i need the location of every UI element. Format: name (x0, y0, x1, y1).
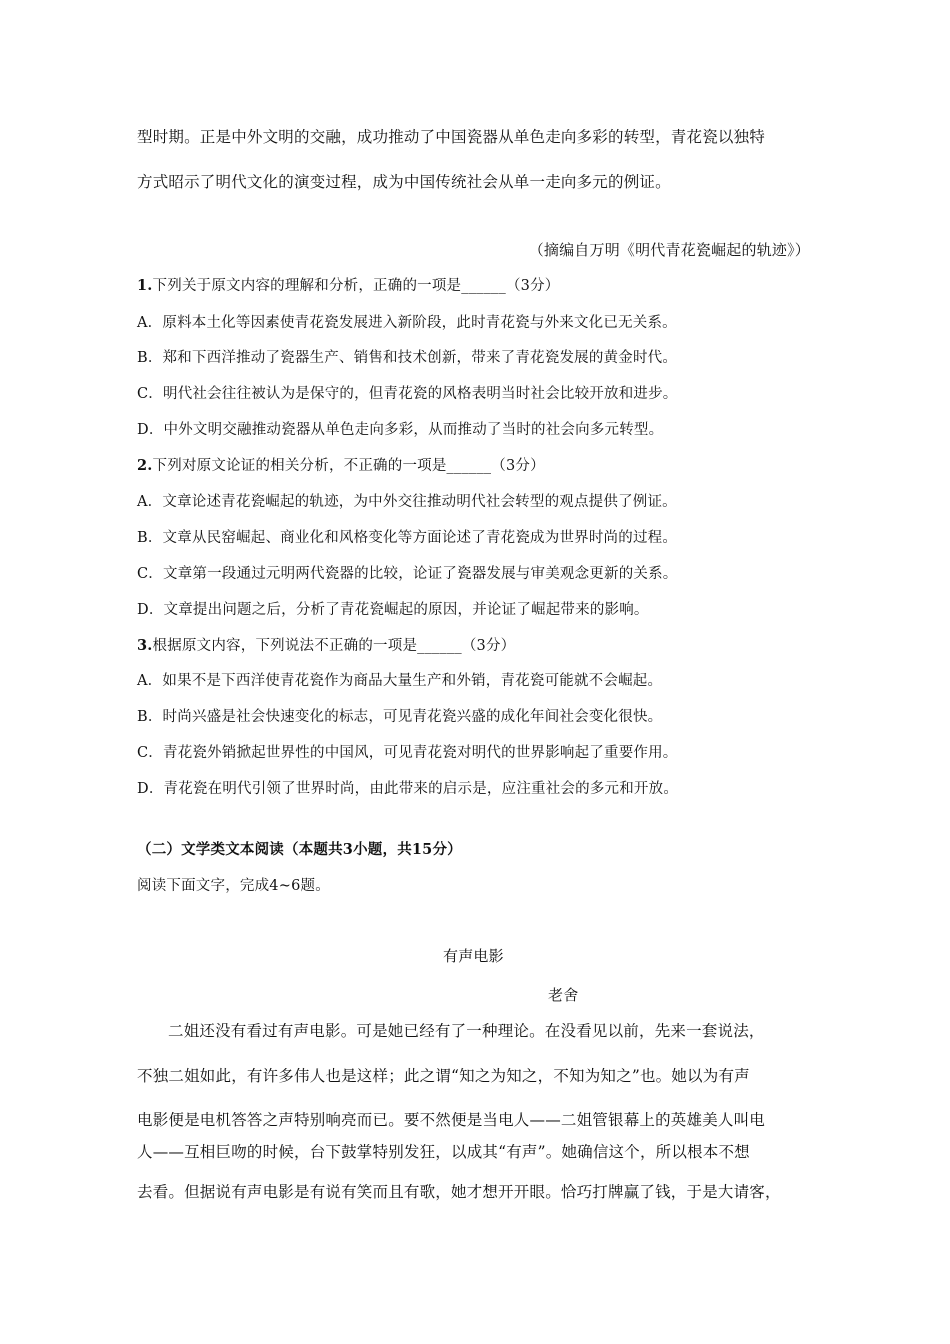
section-instruction: 阅读下面文字，完成4~6题。 (137, 878, 330, 894)
question-2-stem (137, 456, 545, 476)
story-paragraph-line-5: 去看。但据说有声电影是有说有笑而且有歌，她才想开开眼。恰巧打牌赢了钱，于是大请客， (137, 1183, 781, 1201)
question-1-option-a: A．原料本土化等因素使青花瓷发展进入新阶段，此时青花瓷与外来文化已无关系。 (137, 315, 677, 331)
story-paragraph-line-1: 二姐还没有看过有声电影。可是她已经有了一种理论。在没看见以前，先来一套说法， (168, 1022, 765, 1040)
question-text: 下列关于原文内容的理解和分析，正确的一项是______（3分） (152, 278, 560, 294)
question-text: 根据原文内容，下列说法不正确的一项是______（3分） (152, 638, 516, 654)
question-number: 1. (137, 277, 153, 294)
story-paragraph-line-4: 人——互相巨吻的时候，台下鼓掌特别发狂，以成其“有声”。她确信这个，所以根本不想 (137, 1143, 750, 1161)
story-paragraph-line-2: 不独二姐如此，有许多伟人也是这样；此之谓“知之为知之，不知为知之”也。她以为有声 (137, 1067, 750, 1085)
question-3-option-c: C．青花瓷外销掀起世界性的中国风，可见青花瓷对明代的世界影响起了重要作用。 (137, 745, 678, 761)
question-2-option-c: C．文章第一段通过元明两代瓷器的比较，论证了瓷器发展与审美观念更新的关系。 (137, 566, 678, 582)
question-1-option-c: C．明代社会往往被认为是保守的，但青花瓷的风格表明当时社会比较开放和进步。 (137, 386, 678, 402)
question-3-stem (137, 636, 515, 656)
question-1-option-b: B．郑和下西洋推动了瓷器生产、销售和技术创新，带来了青花瓷发展的黄金时代。 (137, 350, 678, 366)
question-1-stem (137, 276, 559, 296)
question-1-option-d: D．中外文明交融推动瓷器从单色走向多彩，从而推动了当时的社会向多元转型。 (137, 422, 664, 438)
passage-source: （摘编自万明《明代青花瓷崛起的轨迹》） (528, 241, 810, 259)
story-paragraph-line-3: 电影便是电机答答之声特别响亮而已。要不然便是当电人——二姐管银幕上的英雄美人叫电 (137, 1111, 766, 1129)
question-2-option-b: B．文章从民窑崛起、商业化和风格变化等方面论述了青花瓷成为世界时尚的过程。 (137, 530, 678, 546)
story-title: 有声电影 (443, 947, 504, 965)
passage-line-1: 型时期。正是中外文明的交融，成功推动了中国瓷器从单色走向多彩的转型，青花瓷以独特 (137, 128, 766, 146)
question-3-option-b: B．时尚兴盛是社会快速变化的标志，可见青花瓷兴盛的成化年间社会变化很快。 (137, 709, 663, 725)
question-number: 3. (137, 637, 153, 654)
question-number: 2. (137, 457, 153, 474)
question-2-option-d: D．文章提出问题之后，分析了青花瓷崛起的原因，并论证了崛起带来的影响。 (137, 602, 649, 618)
question-3-option-a: A．如果不是下西洋使青花瓷作为商品大量生产和外销，青花瓷可能就不会崛起。 (137, 673, 663, 689)
question-2-option-a: A．文章论述青花瓷崛起的轨迹，为中外交往推动明代社会转型的观点提供了例证。 (137, 494, 677, 510)
passage-line-2: 方式昭示了明代文化的演变过程，成为中国传统社会从单一走向多元的例证。 (137, 173, 671, 191)
section-heading: （二）文学类文本阅读（本题共3小题，共15分） (137, 841, 462, 858)
question-3-option-d: D．青花瓷在明代引领了世界时尚，由此带来的启示是，应注重社会的多元和开放。 (137, 781, 679, 797)
question-text: 下列对原文论证的相关分析，不正确的一项是______（3分） (152, 458, 545, 474)
story-author: 老舍 (548, 986, 579, 1004)
